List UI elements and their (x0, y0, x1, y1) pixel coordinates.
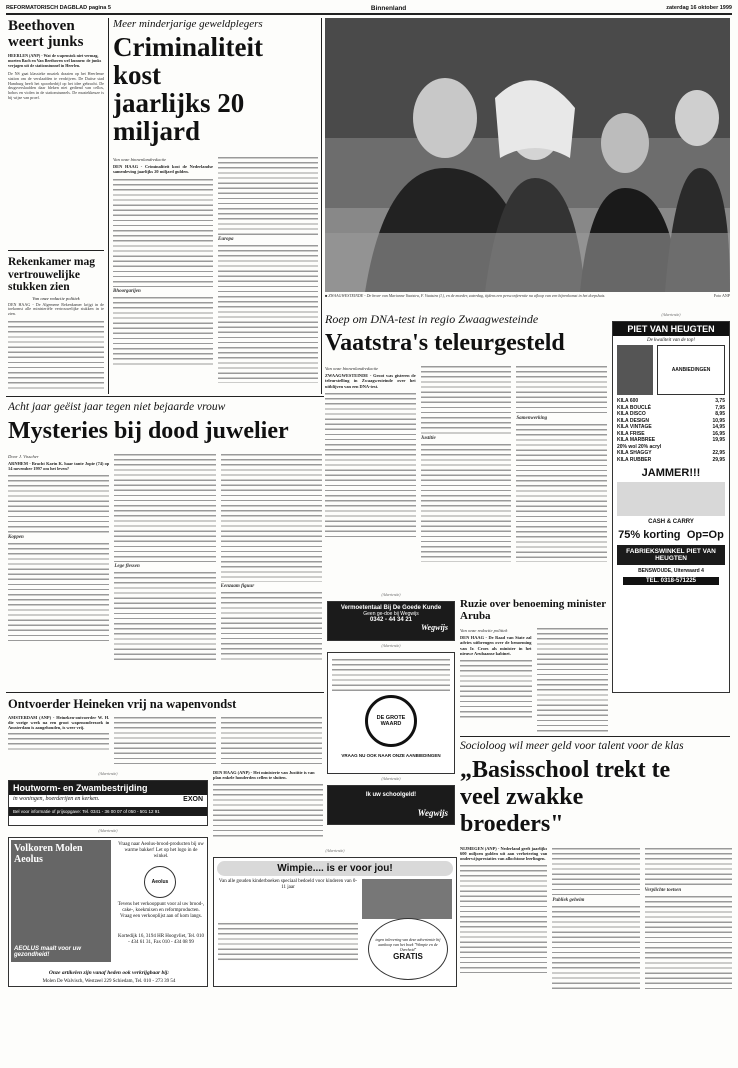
ad-vermoeten[interactable] (327, 601, 455, 641)
body-rekenkamer: DEN HAAG - De Algemene Rekenkamer krijgt in de toekomst alle ministeriële vertrouwelijke stukken in te zien. (8, 302, 104, 317)
ad-price-value: 10,95 (712, 417, 725, 424)
article-rekenkamer (8, 256, 104, 394)
column-3 (221, 715, 322, 767)
text-lines (8, 319, 104, 389)
section-rule (6, 396, 324, 397)
text-lines (325, 391, 416, 541)
kicker-juwelier: Acht jaar geëist jaar tegen niet bejaarde vrouw (8, 401, 226, 413)
ad-molen-aeolus[interactable] (8, 837, 208, 987)
ad-sub: De kwaliteit van de top! (646, 338, 696, 343)
ad-price-name: KILA SHAGGY (617, 450, 652, 456)
runhead-left: REFORMATORISCH DAGBLAD pagina 5 (6, 5, 111, 11)
ad-op: Op=Op (686, 529, 724, 541)
ad-price-value: 3,75 (715, 398, 725, 404)
lead-basisschool: NIJMEGEN (ANP) - Nederland geeft jaarlijks 600 miljoen gulden uit aan verbetering van onderwijsprestaties van allochtone leerlingen. (460, 845, 548, 862)
byline-rekenkamer: Van onze redactie politiek (32, 295, 80, 301)
headline-criminaliteit: Criminaliteit kost jaarlijks 20 miljard (113, 32, 263, 147)
body-beethoven: De NS gaat klassieke muziek draaien op het Heerlense station om de verslaafden te verdrijven. De Duitse stad Hamburg heeft het spoorbedrijf op het idee gebracht. De drugsverslaafden daar bleken niet gediend van cellos, hobos en violen in de stationstunnels. De muziekkeuze is bij wijze van proef. (8, 71, 104, 101)
ad-price-value: 14,95 (712, 424, 725, 430)
ad-label: (Advertentie) (98, 829, 118, 833)
text-lines (221, 590, 322, 660)
lead-justitie: DEN HAAG (ANP) - Het ministerie van Justitie is van plan enkele honderden cellen te sluiten. (213, 770, 315, 781)
ad-molen-logo: Aeolus (144, 866, 176, 898)
subhead-samenwerking: Samenwerking (516, 416, 548, 422)
ad-wimpie-book (362, 879, 452, 919)
headline-basisschool: „Basisschool trekt te veel zwakke broeders" (460, 756, 671, 837)
ad-label: (Advertentie) (381, 644, 401, 648)
kicker-criminaliteit: Meer minderjarige geweldplegers (113, 18, 263, 30)
headline-heineken: Ontvoerder Heineken vrij na wapenvondst (8, 697, 237, 711)
section-rule (460, 736, 730, 737)
caption-text: ZWAAGWESTEINDE - De broer van Marianne Vaatstra, F. Vaatstra (l.), en de moeder, zaterdag, tijdens een persconferentie na afloop van een bijeenkomst in het dorpshuis. (328, 294, 606, 298)
headline-aruba: Ruzie over benoeming minister Aruba (460, 598, 606, 622)
headline-vaatstra: Vaatstra's teleurgesteld (325, 330, 565, 357)
article-juwelier (8, 401, 322, 689)
ad-price-value: 7,95 (715, 404, 725, 411)
ad-price-value: 8,95 (715, 411, 725, 417)
ad-molen-address: Kortedijk 16, 3194 HR Hoogvliet, Tel. 010 - 434 61 31, Fax 010 - 434 08 99 (117, 934, 205, 945)
ad-vermoeten-phone: 0342 - 44 34 21 (369, 617, 413, 623)
ad-fabriek: FABRIEKSWINKEL PIET VAN HEUGTEN (617, 545, 725, 565)
ad-pct: 75% korting (618, 529, 681, 541)
column-1 (460, 626, 532, 732)
column-2 (114, 715, 215, 767)
rule-beethoven (8, 250, 104, 251)
column-3 (516, 364, 607, 564)
ad-jammer: JAMMER!!! (641, 467, 701, 479)
section-rule (6, 692, 324, 693)
kicker-basisschool: Socioloog wil meer geld voor talent voor de klas (460, 740, 684, 752)
ad-price-value: 19,95 (712, 437, 725, 443)
column-2 (552, 846, 639, 990)
ad-price-name: KILA VINTAGE (617, 424, 652, 430)
lead-aruba: DEN HAAG - De Raad van State zal advies uitbrengen over de benoeming van Ir. Croes als minister in het nieuwe Arubaanse kabinet. (460, 635, 532, 656)
runhead-center: Binnenland (370, 4, 407, 12)
ad-tel: TEL. 0318-571225 (623, 577, 719, 585)
subhead-justitie: Justitie (420, 436, 436, 442)
text-lines (218, 155, 318, 235)
kicker-vaatstra: Roep om DNA-test in regio Zwaagwesteinde (325, 313, 539, 326)
text-lines (645, 846, 732, 886)
ad-molen-slogan: AEOLUS maalt voor uw gezondheid! (14, 946, 82, 958)
photo-credit: Foto ANP (713, 294, 730, 298)
ad-label: (Advertentie) (381, 777, 401, 781)
ad-molen-foot: Onze artikelen zijn vanaf heden ook verkrijgbaar bij: (48, 970, 170, 976)
text-lines (218, 243, 318, 383)
subhead-publiek-geheim: Publiek geheim (552, 897, 585, 903)
column-3 (645, 846, 732, 990)
text-lines (221, 715, 322, 765)
headline-juwelier: Mysteries bij dood juwelier (8, 417, 289, 444)
byline-juwelier: Door J. Visscher (8, 453, 39, 459)
ad-rug-image (617, 482, 725, 516)
headline-rekenkamer: Rekenkamer mag vertrouwelijke stukken zien (8, 256, 95, 293)
text-lines (460, 658, 532, 718)
byline-aruba: Van onze redactie politiek (460, 628, 508, 633)
column-1 (113, 155, 213, 393)
ad-wimpie[interactable] (213, 857, 457, 987)
column-2 (218, 155, 318, 393)
ad-price-name: KILA 600 (617, 398, 639, 404)
photo-illustration (325, 18, 730, 292)
ad-wimpie-wrapper: tegen inlevering van deze advertentie bij aankoop van het boek "Wimpie en de Overheid" (375, 937, 441, 952)
ad-houtworm-sub: in woningen, boerderijen en kerken. (13, 796, 100, 802)
ad-houtworm-title: Houtworm- en Zwambestrijding (9, 781, 207, 795)
column-rule (108, 18, 109, 394)
column-2 (537, 626, 609, 732)
text-lines (332, 657, 450, 691)
ad-banner: AANBIEDINGEN (657, 345, 725, 395)
ad-price-list (617, 398, 725, 463)
column-2 (114, 452, 215, 668)
text-lines (552, 846, 639, 896)
runhead-right: zaterdag 16 oktober 1999 (666, 5, 732, 11)
ad-vermoeten-brand: Wegwijs (421, 623, 448, 632)
text-lines (113, 177, 213, 287)
dateline-beethoven: HEERLEN (ANP) - Wat de wapenstok niet vermag, moeten Bach en Van Beethoven wel kunnen: de junks verjagen uit de stationstunnel in Heerlen. (8, 53, 102, 68)
ad-molen-body2: Tevens het verkooppunt voor al uw brood-, cake-, koekmixen en reformproducten. Vraag een verkooplijst aan of kom langs. (117, 902, 205, 919)
text-lines (8, 731, 109, 753)
headline-beethoven: Beethoven weert junks (8, 18, 84, 50)
article-basisschool (460, 740, 732, 990)
ad-wimpie-title: Wimpie.... is er voor jou! (217, 861, 453, 876)
ad-grote-waard-logo: DE GROTE WAARD (365, 695, 417, 747)
ad-price-name: 20% wol 20% acryl (617, 443, 662, 450)
ad-houtworm-line: Bel voor informatie of prijsopgave: Tel. 0341 - 36 00 07 of 050 - 501 12 91 (9, 807, 207, 816)
ad-label: (Advertentie) (381, 593, 401, 597)
ad-price-name: KILA DESIGN (617, 417, 650, 424)
text-lines (8, 541, 109, 641)
column-1 (8, 452, 109, 668)
ad-price-value: 16,95 (712, 430, 725, 437)
article-justitie (213, 770, 323, 848)
text-lines (114, 715, 215, 765)
ad-molen-foot2: Molen De Walvisch, Westzeel 229 Schiedam, Tel. 010 - 273 39 54 (42, 979, 176, 984)
text-lines (645, 894, 732, 990)
ad-vermoeten-title: Vermoetentaal Bij De Goede Kunde (340, 605, 442, 611)
square-icon: ■ (325, 294, 329, 298)
ad-price-name: KILA RUBBER (617, 456, 652, 463)
byline-criminaliteit: Van onze binnenlandredactie (113, 157, 167, 163)
column-1 (325, 364, 416, 564)
text-lines (221, 452, 322, 582)
ad-vermoeten2-brand: Wegwijs (417, 808, 448, 818)
running-head (6, 3, 732, 13)
text-lines (113, 295, 213, 365)
text-lines (213, 782, 323, 838)
ad-vermoeten2-title: Ik uw schoolgeld! (365, 792, 417, 798)
ad-molen-body: Vraag naar Aeolus-brood-producten bij uw warme bakker! Let op het logo in de winkel. (118, 842, 204, 859)
subhead-europa: Europa (218, 237, 234, 243)
ad-mill-photo (11, 840, 111, 962)
article-criminaliteit (113, 18, 318, 394)
ad-price-name: KILA DISCO (617, 411, 646, 417)
article-aruba (460, 598, 608, 732)
byline-vaatstra: Van onze binnenlandredactie (325, 366, 379, 372)
ad-price-name: KILA FRISE (617, 430, 645, 437)
ad-piet-van-heugten[interactable] (612, 321, 730, 693)
text-lines (460, 863, 547, 973)
subhead-koppen: Koppen (8, 535, 24, 541)
subhead-verplichte-toetsen: Verplichte toetsen (644, 887, 682, 893)
lead-criminaliteit: DEN HAAG - Criminaliteit kost de Nederlandse samenleving jaarlijks 20 miljard gulden. (113, 164, 213, 175)
subhead-bhoorgarijen: Bhoorgarijen (113, 288, 141, 294)
ad-vermoeten-sub: Geen ge-doe bij Wegwijs (363, 611, 419, 617)
ad-label: (Advertentie) (661, 313, 681, 317)
lead-juwelier: ARNHEM - Bracht Karin K. haar tante Jopie (74) op 14 november 1997 om het leven? (8, 460, 110, 471)
ad-vermoeten-2[interactable] (327, 785, 455, 825)
ad-price-name: KILA BOUCLÉ (617, 404, 651, 411)
ad-label: (Advertentie) (325, 849, 345, 853)
text-lines (114, 570, 215, 660)
article-heineken (8, 697, 322, 769)
ad-portrait (617, 345, 653, 395)
column-3 (221, 452, 322, 668)
article-vaatstra (325, 313, 607, 588)
text-lines (516, 364, 607, 414)
column-1 (460, 846, 547, 990)
ad-price-row (617, 457, 725, 464)
ad-wimpie-gratis: GRATIS (393, 952, 423, 961)
lead-vaatstra: ZWAAGWESTEINDE - Groot was gisteren de teleurstelling in Zwaagwesteinde over het uitblijven van een DNA-test. (325, 373, 416, 389)
article-beethoven (8, 18, 104, 250)
subhead-eenzaam-figuur: Eenzaam figuur (220, 583, 255, 589)
subhead-lege-flessen: Lege flessen (114, 563, 140, 569)
text-lines (537, 626, 609, 732)
ad-price-name: KILA MARBREE (617, 437, 656, 443)
ad-cash: CASH & CARRY (648, 519, 694, 525)
ad-grote-waard[interactable] (327, 652, 455, 774)
header-rule (6, 13, 732, 15)
ad-price-value: 29,95 (712, 456, 725, 463)
news-photo (325, 18, 730, 292)
text-lines (552, 904, 639, 990)
text-lines (421, 364, 512, 434)
text-lines (8, 473, 109, 533)
ad-brand: PIET VAN HEUGTEN (613, 322, 729, 336)
text-lines (516, 422, 607, 562)
ad-grote-waard-foot: VRAAG NU OOK NAAR ONZE AANBIEDINGEN (341, 753, 441, 758)
ad-price-value: 22,95 (712, 450, 725, 456)
ad-molen-title: Volkoren Molen Aeolus (14, 843, 83, 865)
text-lines (421, 442, 512, 562)
text-lines (114, 452, 215, 562)
ad-label: (Advertentie) (98, 772, 118, 776)
ad-houtworm-brand: EXON (183, 796, 203, 803)
ad-houtworm[interactable] (8, 780, 208, 826)
ad-address: BENSWOUDE, Uiterwaard 4 (638, 568, 704, 574)
ad-wimpie-body: Van alle gouden kinderboeken speciaal bedoeld voor kinderen van 0-11 jaar (218, 879, 358, 890)
column-1 (8, 715, 109, 767)
column-rule (321, 18, 322, 394)
column-2 (421, 364, 512, 564)
photo-caption (325, 294, 730, 310)
text-lines (218, 921, 358, 961)
lead-heineken: AMSTERDAM (ANP) - Heineken-ontvoerder W. H. die vorige week na een groot wapenonderzoek in Amsterdam is aangehouden, is weer vrij. (8, 715, 110, 731)
